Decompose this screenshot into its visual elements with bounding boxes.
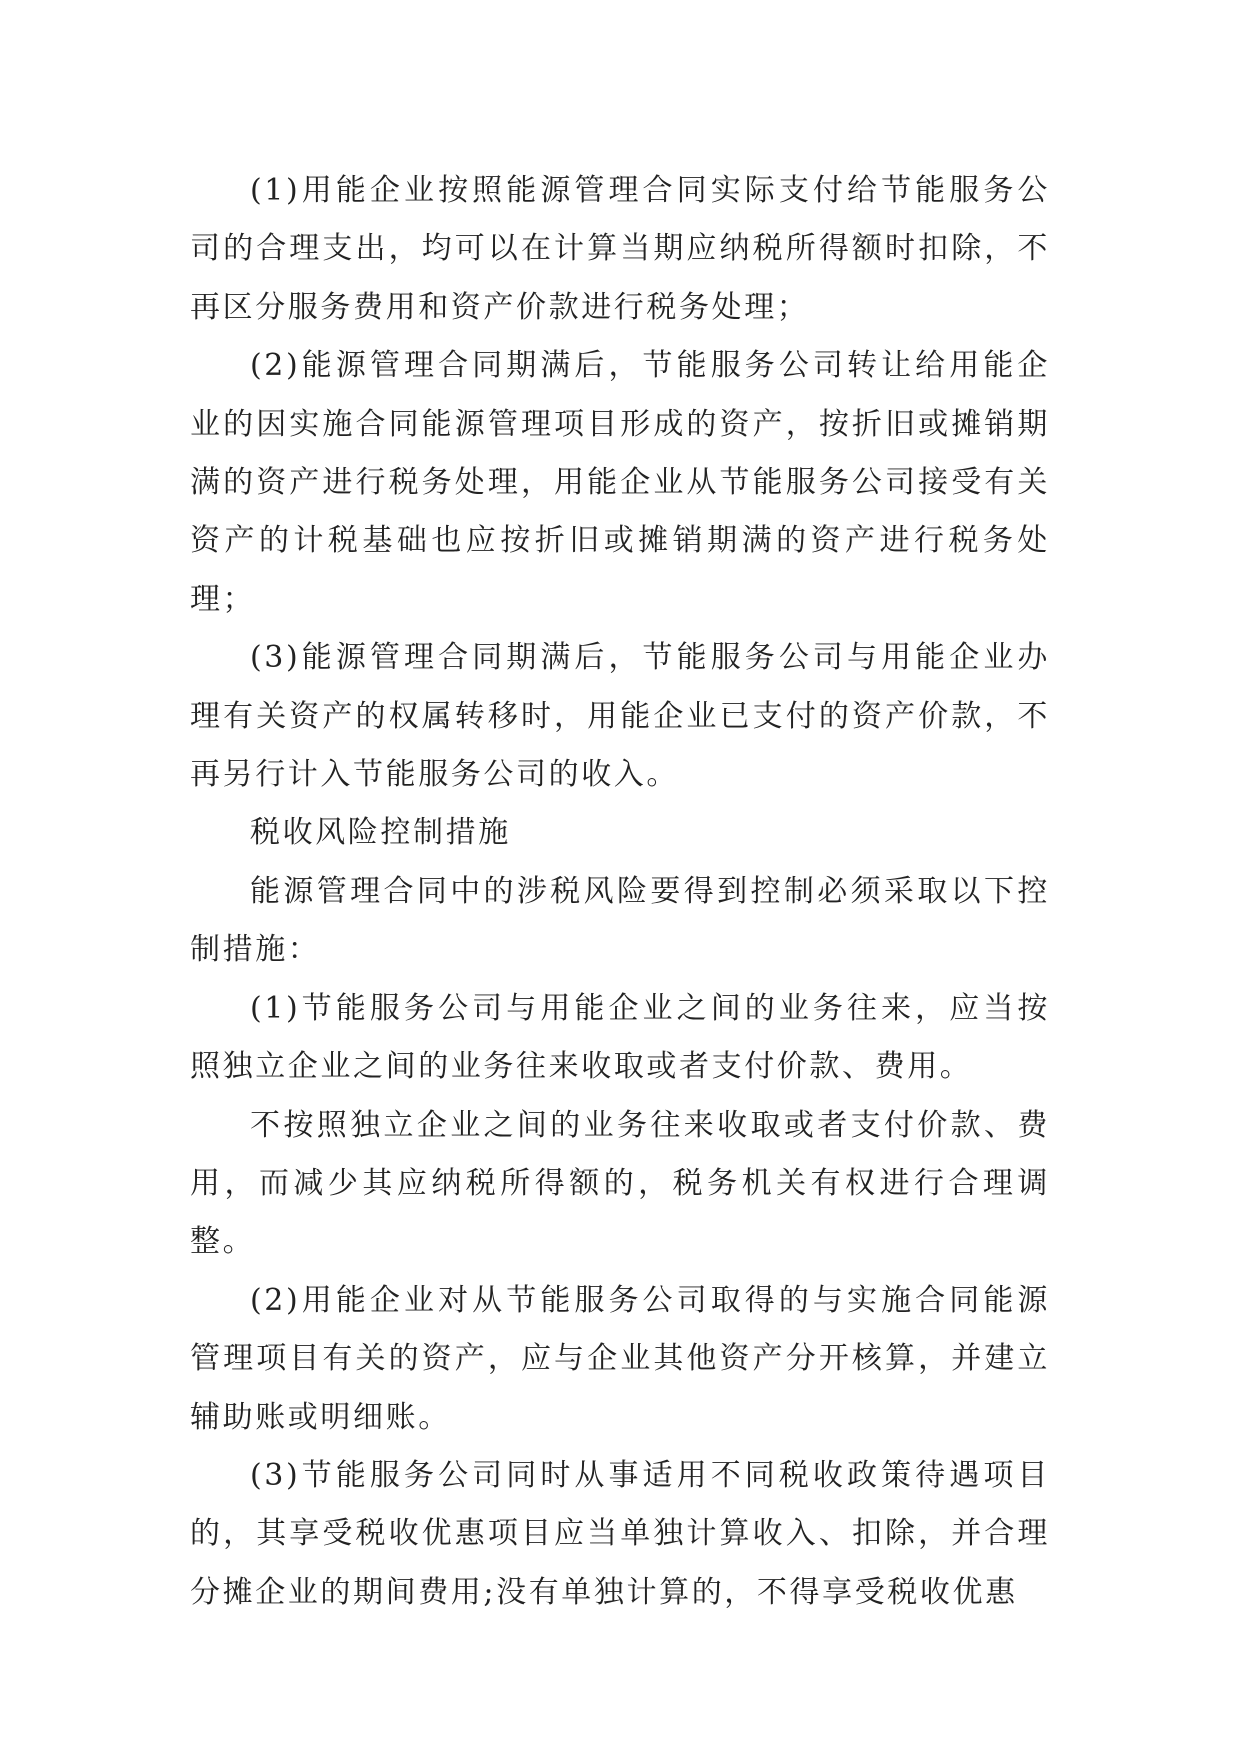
paragraph-control-intro: 能源管理合同中的涉税风险要得到控制必须采取以下控制措施： — [190, 873, 1050, 968]
paragraph-arms-length: (1)节能服务公司与用能企业之间的业务往来，应当按照独立企业之间的业务往来收取或者支付价款、费用。 — [190, 990, 1050, 1085]
section-heading-risk-control: 税收风险控制措施 — [250, 815, 511, 851]
paragraph-adjustment: 不按照独立企业之间的业务往来收取或者支付价款、费用，而减少其应纳税所得额的，税务机关有权进行合理调整。 — [190, 1107, 1050, 1260]
paragraph-separate-calculation: (3)节能服务公司同时从事适用不同税收政策待遇项目的，其享受税收优惠项目应当单独计算收入、扣除，并合理分摊企业的期间费用;没有单独计算的，不得享受税收优惠 — [190, 1457, 1050, 1610]
paragraph-separate-accounting: (2)用能企业对从节能服务公司取得的与实施合同能源管理项目有关的资产，应与企业其他资产分开核算，并建立辅助账或明细账。 — [190, 1282, 1050, 1435]
document-body — [190, 162, 1050, 1622]
paragraph-expense-deduction: (1)用能企业按照能源管理合同实际支付给节能服务公司的合理支出，均可以在计算当期应纳税所得额时扣除，不再区分服务费用和资产价款进行税务处理； — [190, 173, 1050, 325]
paragraph-asset-transfer: (2)能源管理合同期满后，节能服务公司转让给用能企业的因实施合同能源管理项目形成的资产，按折旧或摊销期满的资产进行税务处理，用能企业从节能服务公司接受有关资产的计税基础也应按折旧或摊销期满的资产进行税务处理； — [190, 348, 1050, 617]
paragraph-ownership-transfer: (3)能源管理合同期满后，节能服务公司与用能企业办理有关资产的权属转移时，用能企业已支付的资产价款，不再另行计入节能服务公司的收入。 — [190, 640, 1050, 793]
